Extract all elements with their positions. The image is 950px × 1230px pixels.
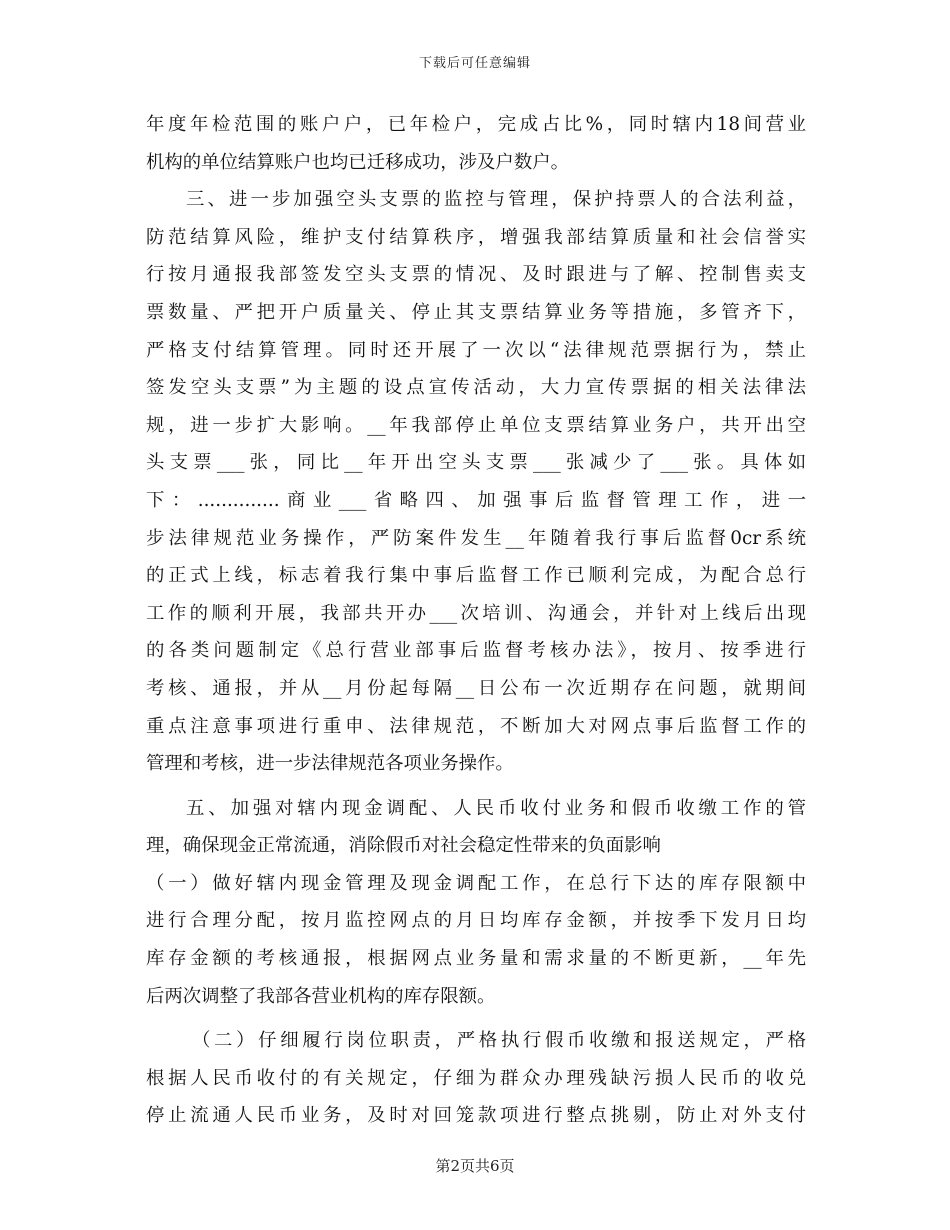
document-body (146, 106, 806, 1135)
body-line: 管理和考核，进一步法律规范各项业务操作。 (146, 753, 514, 775)
body-line: 五、加强对辖内现金调配、人民币收付业务和假币收缴工作的管 (186, 797, 806, 819)
body-line: 考核、通报，并从__月份起每隔__日公布一次近期存在问题，就期间 (146, 677, 806, 699)
body-line: 严格支付结算管理。同时还开展了一次以“法律规范票据行为，禁止 (146, 339, 806, 361)
body-line: 的各类问题制定《总行营业部事后监督考核办法》，按月、按季进行 (146, 640, 806, 662)
body-line: 后两次调整了我部各营业机构的库存限额。 (146, 985, 496, 1007)
body-line: 理，确保现金正常流通，消除假币对社会稳定性带来的负面影响 (146, 835, 661, 857)
body-line: 进行合理分配，按月监控网点的月日均库存金额，并按季下发月日均 (146, 910, 806, 932)
body-line: 规，进一步扩大影响。__年我部停止单位支票结算业务户，共开出空 (146, 414, 806, 436)
body-line: 库存金额的考核通报，根据网点业务量和需求量的不断更新，__年先 (146, 948, 806, 970)
body-line: 防范结算风险，维护支付结算秩序，增强我部结算质量和社会信誉实 (146, 226, 806, 248)
body-line: 工作的顺利开展，我部共开办___次培训、沟通会，并针对上线后出现 (146, 602, 806, 624)
body-line: 年度年检范围的账户户，已年检户，完成占比%，同时辖内18间营业 (146, 114, 806, 135)
body-line: 下：..............商业___省略四、加强事后监督管理工作，进一 (146, 489, 806, 511)
body-line: （一）做好辖内现金管理及现金调配工作，在总行下达的库存限额中 (146, 872, 806, 894)
body-line: 重点注意事项进行重申、法律规范，不断加大对网点事后监督工作的 (146, 715, 806, 737)
body-line: 根据人民币收付的有关规定，仔细为群众办理残缺污损人民币的收兑 (146, 1067, 806, 1089)
body-line: 三、进一步加强空头支票的监控与管理，保护持票人的合法利益， (186, 189, 806, 211)
body-line: 的正式上线，标志着我行集中事后监督工作已顺利完成，为配合总行 (146, 565, 806, 587)
body-line: （二）仔细履行岗位职责，严格执行假币收缴和报送规定，严格 (192, 1030, 806, 1052)
body-line: 行按月通报我部签发空头支票的情况、及时跟进与了解、控制售卖支 (146, 264, 806, 286)
body-line: 停止流通人民币业务，及时对回笼款项进行整点挑剔，防止对外支付 (146, 1105, 806, 1127)
body-line: 签发空头支票”为主题的设点宣传活动，大力宣传票据的相关法律法 (146, 377, 806, 399)
page-header-note: 下载后可任意编辑 (418, 56, 531, 71)
body-line: 机构的单位结算账户也均已迁移成功，涉及户数户。 (146, 151, 569, 173)
body-line: 票数量、严把开户质量关、停止其支票结算业务等措施，多管齐下， (146, 301, 806, 323)
body-line: 头支票___张，同比__年开出空头支票___张减少了___张。具体如 (146, 452, 806, 474)
page-number-footer: 第2页共6页 (435, 1157, 515, 1175)
body-line: 步法律规范业务操作，严防案件发生__年随着我行事后监督0cr系统 (146, 527, 806, 549)
